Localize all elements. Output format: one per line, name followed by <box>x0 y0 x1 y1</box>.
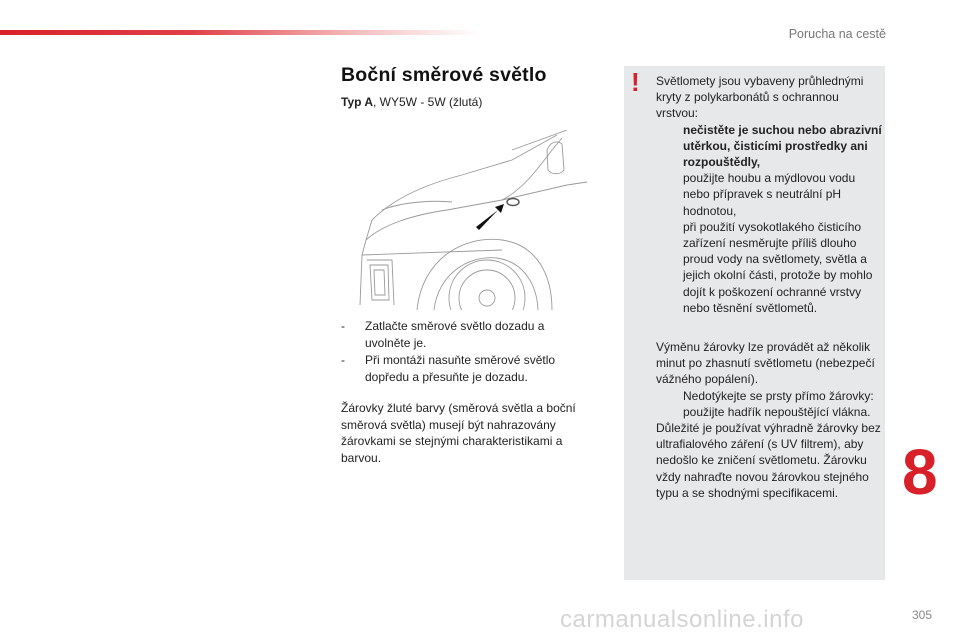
warning-icon: ! <box>631 67 640 97</box>
bulb-type-value: , WY5W - 5W (žlutá) <box>373 95 483 109</box>
steps-list <box>341 318 591 386</box>
bulb-closing-note: Důležité je používat výhradně žárovky bez ultrafialového záření (s UV filtrem), aby nedošlo ke zničení světlometu. Žárovku vždy nahraďte novou žárovkou stejného typu a se shodnými specifikacemi. <box>656 421 881 500</box>
list-item <box>341 352 591 386</box>
watermark: carmanualsonline.info <box>560 606 804 633</box>
list-item <box>341 318 591 352</box>
section-title: Porucha na cestě <box>788 27 886 41</box>
page-title: Boční směrové světlo <box>341 64 547 86</box>
bulb-type-label: Typ A <box>341 95 373 109</box>
step-text: Při montáži nasuňte směrové světlo dopředu a přesuňte je dozadu. <box>365 353 556 384</box>
warning-block-headlamps <box>656 73 882 316</box>
chapter-number: 8 <box>902 436 938 508</box>
warning-block-bulb <box>656 339 882 501</box>
list-item: použijte houbu a mýdlovou vodu nebo přípravek s neutrální pH hodnotou, <box>683 171 856 218</box>
step-text: Zatlačte směrové světlo dozadu a uvolněte je. <box>365 319 545 350</box>
list-item: nečistěte je suchou nebo abrazivní utěrkou, čisticími prostředky ani rozpouštědly, <box>683 122 882 170</box>
warning-intro: Světlomety jsou vybaveny průhlednými kryty z polykarbonátů s ochrannou vrstvou: <box>656 74 864 121</box>
header-accent-bar <box>0 30 480 35</box>
list-item: Nedotýkejte se prsty přímo žárovky: použijte hadřík nepouštějící vlákna. <box>683 388 874 419</box>
bulb-warning-list <box>656 388 882 420</box>
bulb-type-line <box>341 95 482 109</box>
warning-list <box>656 122 882 316</box>
page-number: 305 <box>912 608 933 622</box>
car-side-indicator-illustration <box>352 130 592 310</box>
bulb-color-note: Žárovky žluté barvy (směrová světla a boční směrová světla) musejí být nahrazovány žárovkami se stejnými charakteristikami a barvou. <box>341 401 576 465</box>
bulb-replacement-intro: Výměnu žárovky lze provádět až několik minut po zhasnutí světlometu (nebezpečí vážného popálení). <box>656 340 875 387</box>
dash-marker: - <box>341 353 345 367</box>
list-item: při použití vysokotlakého čisticího zařízení nesměrujte příliš dlouho proud vody na světlomety, světla a jejich okolní části, protože by mohlo dojít k poškození ochranné vrstvy nebo těsnění světlometů. <box>683 219 873 315</box>
dash-marker: - <box>341 319 345 333</box>
